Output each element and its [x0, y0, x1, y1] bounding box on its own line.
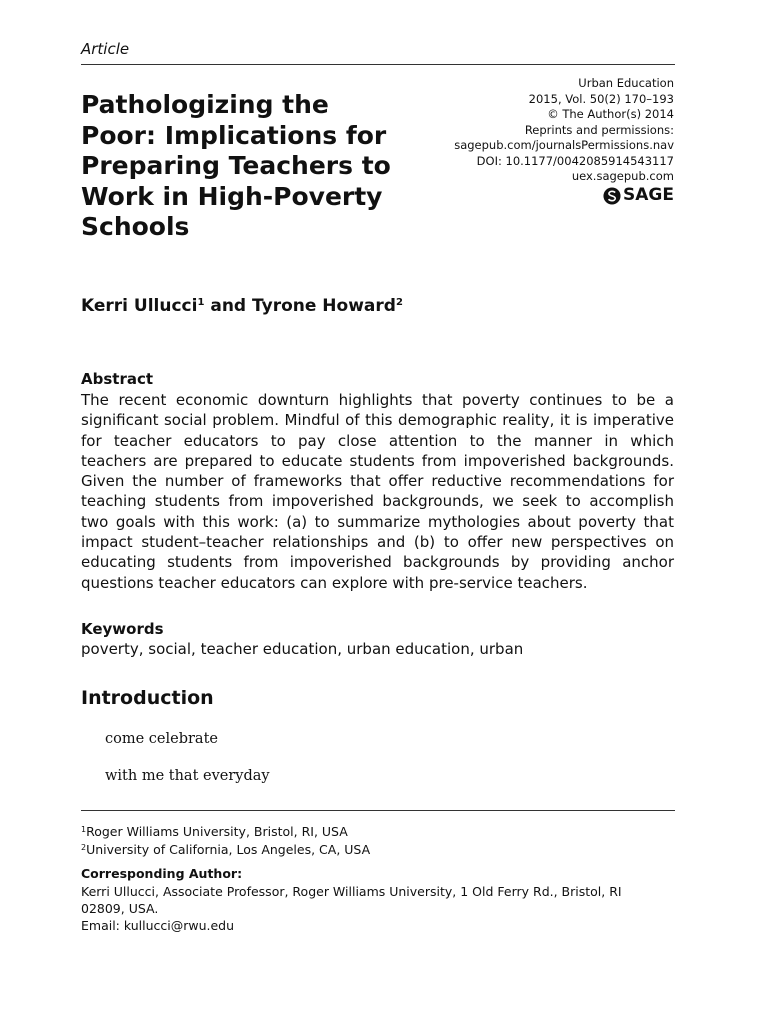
title-line: Preparing Teachers to: [81, 151, 391, 180]
affiliation-footnote: [81, 822, 348, 840]
abstract-line: teachers are prepared to educate students from impoverished backgrounds.: [81, 451, 674, 470]
title-line: Poor: Implications for: [81, 120, 387, 150]
abstract-line: questions teacher educators can explore with pre-service teachers.: [81, 573, 588, 592]
journal-site-link[interactable]: uex.sagepub.com: [571, 169, 674, 183]
footnote-marker: 1: [81, 825, 87, 834]
title-line: Schools: [81, 212, 190, 241]
title-line: Pathologizing the: [81, 90, 329, 119]
corresponding-author-details: [81, 883, 622, 934]
affiliation-marker: 2: [395, 297, 403, 308]
sage-logo-icon: [603, 187, 621, 205]
paper-title: [81, 90, 441, 243]
article-type-label: Article: [81, 40, 130, 58]
abstract-line: two goals with this work: (a) to summarize mythologies about poverty that: [81, 512, 674, 531]
publisher-logo: [603, 184, 674, 205]
abstract-line: Given the number of frameworks that offer reductive recommendations for: [81, 472, 674, 491]
doi[interactable]: DOI: 10.1177/0042085914543117: [476, 153, 674, 168]
keywords-heading: Keywords: [81, 620, 164, 638]
title-line: Work in High-Poverty: [81, 181, 383, 211]
corresponding-address: 02809, USA.: [81, 901, 159, 916]
permissions-link[interactable]: sagepub.com/journalsPermissions.nav: [454, 138, 674, 152]
affiliation-text: University of California, Los Angeles, CA, USA: [86, 842, 371, 857]
abstract-line: The recent economic downturn highlights that poverty continues to be a: [81, 391, 674, 409]
corresponding-address: Kerri Ullucci, Associate Professor, Roger Williams University, 1 Old Ferry Rd., Bristol, RI: [81, 884, 622, 899]
journal-metadata: [454, 76, 674, 209]
abstract-heading: Abstract: [81, 370, 154, 388]
abstract-line: significant social problem. Mindful of this demographic reality, it is imperative: [81, 411, 674, 430]
footnote-marker: 2: [81, 843, 87, 852]
author-line: [81, 296, 403, 316]
epigraph-line: come celebrate: [105, 731, 218, 747]
footnote-divider: [81, 810, 675, 811]
journal-volume: 2015, Vol. 50(2) 170–193: [528, 91, 674, 106]
keywords-list: poverty, social, teacher education, urban education, urban: [81, 640, 524, 658]
author-name: Kerri Ullucci: [81, 296, 198, 316]
abstract-line: impact student–teacher relationships and (b) to offer new perspectives on: [81, 533, 674, 552]
author-name: Tyrone Howard: [252, 296, 396, 316]
epigraph-line: with me that everyday: [105, 768, 270, 784]
reprints-label: Reprints and permissions:: [524, 122, 674, 137]
abstract-body: [81, 390, 674, 593]
corresponding-author-heading: Corresponding Author:: [81, 866, 243, 881]
abstract-line: educating students from impoverished backgrounds by providing anchor: [81, 553, 674, 572]
affiliation-text: Roger Williams University, Bristol, RI, USA: [86, 824, 348, 839]
publisher-name: SAGE: [623, 184, 674, 205]
affiliation-marker: 1: [197, 297, 205, 308]
affiliation-footnote: [81, 840, 370, 858]
corresponding-email[interactable]: Email: kullucci@rwu.edu: [81, 918, 235, 933]
header-divider: [81, 64, 675, 65]
journal-name: Urban Education: [578, 76, 674, 90]
abstract-line: for teacher educators to pay close attention to the manner in which: [81, 431, 674, 450]
abstract-line: teaching students from impoverished backgrounds, we seek to accomplish: [81, 492, 674, 511]
copyright: © The Author(s) 2014: [547, 107, 674, 121]
section-heading-introduction: Introduction: [81, 687, 214, 709]
author-connector: and: [204, 296, 253, 316]
